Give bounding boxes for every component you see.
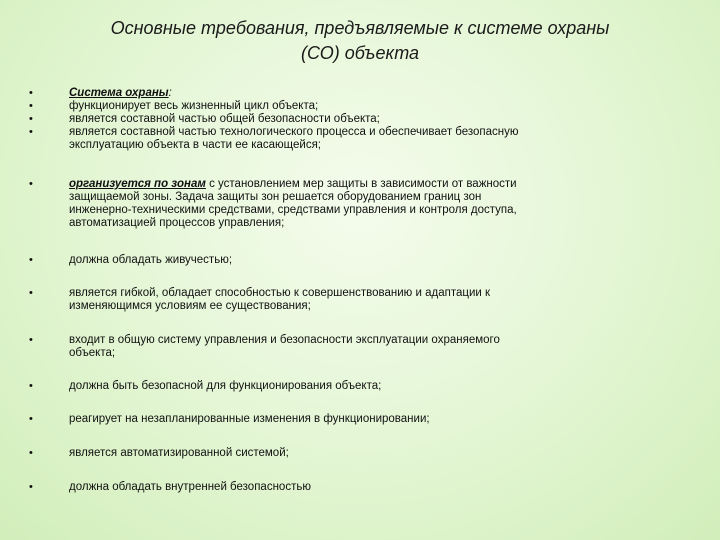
list-item-continuation: изменяющимся условиям ее существования; — [69, 300, 311, 312]
bullet-icon: • — [29, 447, 33, 459]
list-item: является автоматизированной системой; — [69, 447, 289, 459]
bullet-icon: • — [29, 380, 33, 392]
zones-line-1-rest: с установлением мер защиты в зависимости от важности — [205, 178, 517, 190]
bullet-icon: • — [29, 113, 33, 125]
bullet-icon: • — [29, 126, 33, 138]
bullet-icon: • — [29, 413, 33, 425]
bullet-icon: • — [29, 178, 33, 190]
list-item: входит в общую систему управления и безопасности эксплуатации охраняемого — [69, 334, 500, 346]
zones-lead: организуется по зонам — [69, 178, 206, 190]
list-item-continuation: объекта; — [69, 347, 116, 359]
list-item: должна быть безопасной для функционирования объекта; — [69, 380, 382, 392]
list-item: является гибкой, обладает способностью к совершенствованию и адаптации к — [69, 287, 491, 299]
intro-lead-colon: : — [168, 87, 172, 99]
title-line-2: (СО) объекта — [300, 43, 420, 63]
list-item-continuation: автоматизацией процессов управления; — [69, 217, 285, 229]
list-item: должна обладать живучестью; — [69, 254, 233, 266]
list-item-continuation: инженерно-техническими средствами, средствами управления и контроля доступа, — [69, 204, 517, 216]
bullet-icon: • — [29, 87, 33, 99]
bullet-icon: • — [29, 100, 33, 112]
list-item: является составной частью технологического процесса и обеспечивает безопасную — [69, 126, 519, 138]
title-line-1: Основные требования, предъявляемые к системе охраны — [110, 18, 610, 38]
bullet-icon: • — [29, 287, 33, 299]
bullet-icon: • — [29, 481, 33, 493]
list-item: должна обладать внутренней безопасностью — [69, 481, 311, 493]
bullet-icon: • — [29, 254, 33, 266]
list-item-continuation: защищаемой зоны. Задача защиты зон решается оборудованием границ зон — [69, 191, 482, 203]
intro-lead: Система охраны — [69, 87, 169, 99]
list-item-continuation: эксплуатацию объекта в части ее касающейся; — [69, 139, 322, 151]
list-item: является составной частью общей безопасности объекта; — [69, 113, 380, 125]
list-item-intro-lead — [69, 87, 689, 100]
list-item-zones — [69, 178, 689, 191]
list-item: функционирует весь жизненный цикл объекта; — [69, 100, 319, 112]
bullet-icon: • — [29, 334, 33, 346]
list-item: реагирует на незапланированные изменения в функционировании; — [69, 413, 430, 425]
